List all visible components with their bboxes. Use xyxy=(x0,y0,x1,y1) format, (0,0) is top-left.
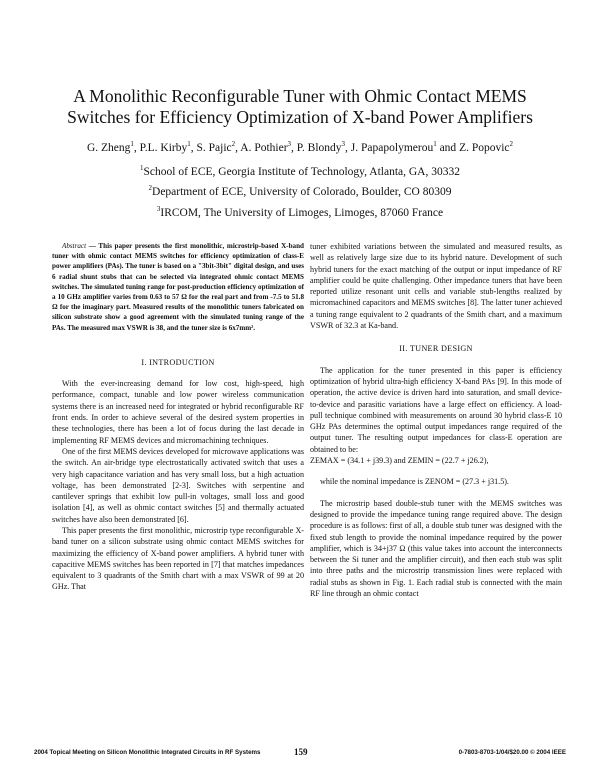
left-column xyxy=(52,241,304,593)
footer-copyright: 0-7803-8703-1/04/$20.00 © 2004 IEEE xyxy=(458,749,566,756)
page-number: 159 xyxy=(294,747,308,757)
equation: ZEMAX = (34.1 + j39.3) and ZEMIN = (22.7 + j26.2), xyxy=(310,456,489,466)
equation: while the nominal impedance is ZENOM = (27.3 + j31.5). xyxy=(320,477,509,487)
affiliation-2: $^2$Department of ECE, University of Colorado, Boulder, CO 80309 xyxy=(148,184,452,198)
paragraph: The microstrip based double-stub tuner with the MEMS switches was designed to provide the impedance tuning range required above. The design procedure is as follows: first of all, a double stub tuner was designed with the fixed stub length to provide the nominal impedance required by the power amplifier, which is 34+j37 Ω (this value takes into account the interconnects between the Si tuner and the amplifier circuit), and then each stub was split into three paths and the microstrip transmission lines were replaced with radial stubs as shown in Fig. 1. Each radial stub is connected with the main RF line through an ohmic contact xyxy=(310,498,562,599)
author: P. Blondy xyxy=(296,141,342,154)
footer-conference: 2004 Topical Meeting on Silicon Monolithic Integrated Circuits in RF Systems xyxy=(34,749,261,756)
abstract: Abstract — This paper presents the first monolithic, microstrip-based X-band tuner with ohmic contact MEMS switches for efficiency optimization of class-E power amplifiers (PAs). The tuner is based on a "3bit-3bit" digital design, and uses 6 radial shunt stubs that can be selected via integrated ohmic contact MEMS switches. The simulated tuning range for post-production efficiency optimization of a 10 GHz amplifier varies from 0.63 to 57 Ω for the real part and from -7.5 to 51.8 Ω for the imaginary part. Measured results of the monolithic tuners fabricated on silicon substrate show a good agreement with the simulated tuning range of the PAs. The measured max VSWR is 38, and the tuner size is 6x7mm². xyxy=(52,242,304,332)
author-list: G. Zheng$^1$, P.L. Kirby$^1$, S. Pajic$^2$, A. Pothier$^3$, P. Blondy$^3$, J. Papapolymerou$^1$ and Z. Popovic$^2$ xyxy=(86,140,514,154)
right-column xyxy=(310,241,562,599)
affiliation-3: $^3$IRCOM, The University of Limoges, Limoges, 87060 France xyxy=(156,205,444,219)
author: Z. Popovic xyxy=(459,141,510,154)
paragraph: The application for the tuner presented in this paper is efficiency optimization of hybrid ultra-high efficiency X-band PAs [9]. In this mode of operation, the active device is driven hard into saturation, and small device-to-device and parasitic variations have a large effect on efficiency. A load-pull technique combined with measurements on around 30 hybrid class-E 10 GHz PAs determines the optimal output impedances range required of the output tuner. The resulting output impedances for class-E operation are obtained to be: xyxy=(310,365,562,454)
section-heading-tuner-design: II. TUNER DESIGN xyxy=(399,344,473,354)
author: S. Pajic xyxy=(196,141,232,154)
author: J. Papapolymerou xyxy=(350,141,434,154)
author: G. Zheng xyxy=(86,141,131,154)
paragraph: tuner exhibited variations between the simulated and measured results, as well as relatively large size due to its hybrid nature. Development of such hybrid tuners for the exact matching of the output or input impedance of RF amplifier could be quite challenging. Other impedance tuners that have been reported utilize resonant unit cells and variable stub-lengths realized by micromachined capacitors and MEMS switches [8]. The latter tuner achieved a tuning range equivalent to 2 quadrants of the Smith chart, and a maximum VSWR of 32.3 at Ka-band. xyxy=(310,242,562,331)
author: P.L. Kirby xyxy=(139,141,188,154)
author: A. Pothier xyxy=(240,141,288,154)
title-line-1: A Monolithic Reconfigurable Tuner with Ohmic Contact MEMS xyxy=(73,86,527,106)
paragraph: This paper presents the first monolithic, microstrip type reconfigurable X-band tuner on a silicon substrate using ohmic contact MEMS switches for maximizing the efficiency of X-band power amplifiers. A hybrid tuner with capacitive MEMS switches has been reported in [7] that matches impedances equivalent to 3 quadrants of the Smith chart with a max VSWR of 99 at 20 GHz. That xyxy=(52,525,304,592)
affiliation-1: $^1$School of ECE, Georgia Institute of Technology, Atlanta, GA, 30332 xyxy=(140,164,460,178)
paragraph: One of the first MEMS devices developed for microwave applications was the switch. An air-bridge type electrostatically activated switch that uses a very high capacitance variation and has very small loss, but a high actuation voltage, has been demonstrated [2-3]. Switches with serpentine and cantilever springs that exhibit low pull-in voltages, small loss and good isolation [4], as well as ohmic contact switches [5] and thermally actuated switches have also been demonstrated [6]. xyxy=(52,446,304,524)
section-heading-introduction: I. INTRODUCTION xyxy=(141,357,215,367)
paragraph: With the ever-increasing demand for low cost, high-speed, high performance, compact, tunable and low power wireless communication systems there is an increased need for integrated or hybrid reconfigurable RF front ends. In order to achieve several of the desired system properties in these technologies, there has been a lot of focus during the last decade in implementing RF MEMS devices and micromachining techniques. xyxy=(52,379,304,445)
paper-title xyxy=(40,86,560,128)
title-line-2: Switches for Efficiency Optimization of X-band Power Amplifiers xyxy=(67,107,533,127)
